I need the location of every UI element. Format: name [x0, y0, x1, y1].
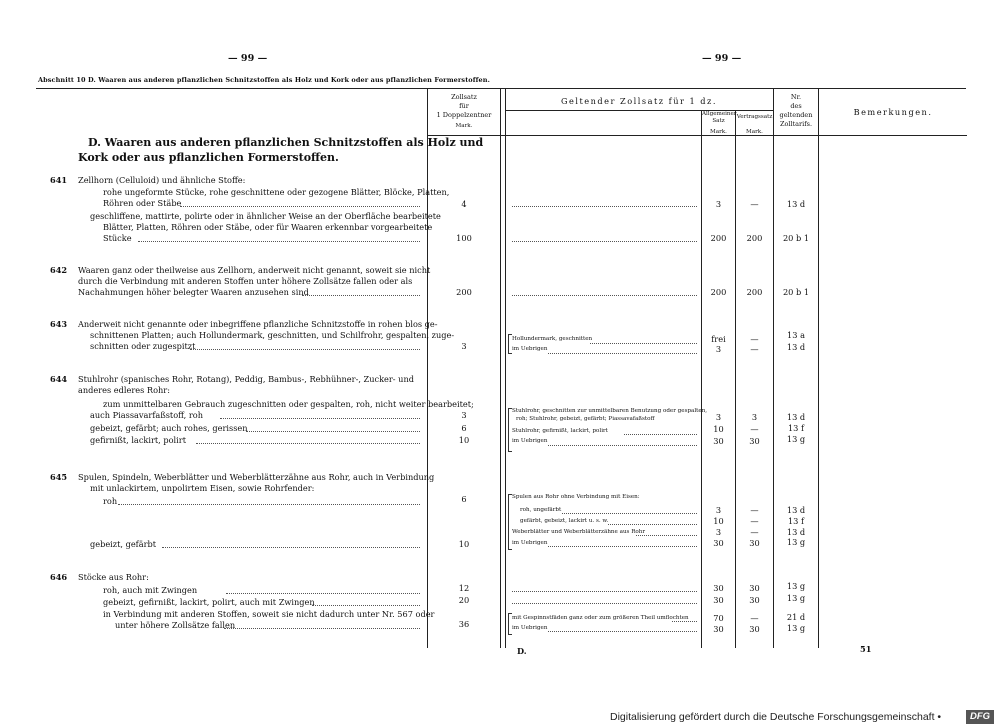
header-top-rule: [36, 88, 966, 89]
allg-646-2: 30: [713, 595, 724, 605]
vertrag-646-2: 30: [749, 595, 760, 605]
tarif-645-4: 13 g: [786, 537, 806, 547]
gelt-645-2: roh, ungefärbt: [520, 507, 562, 513]
entry-643-line1: Anderweit nicht genannte oder inbegriffene pflanzliche Schnitzstoffe in rohen blos ge-: [78, 319, 438, 329]
vertrag-643-2: —: [750, 344, 759, 354]
tarif-641-1: 13 d: [786, 199, 806, 209]
gelt-644-4: im Uebrigen: [512, 438, 548, 444]
entry-642-line1: Waaren ganz oder theilweise aus Zellhorn, anderweit nicht genannt, soweit sie nicht: [78, 265, 431, 275]
col-bemerkungen-header: Bemerkungen.: [853, 107, 933, 117]
col-vertrag-header: Vertragssatz Mark.: [736, 114, 773, 135]
entry-644-line2: anderes edleres Rohr:: [78, 385, 170, 395]
col-geltender-header: Geltender Zollsatz für 1 dz.: [561, 96, 717, 106]
zollsatz-644-1: 3: [461, 410, 467, 420]
vertrag-644-3: 30: [749, 436, 760, 446]
allg-646-3: 70: [713, 613, 724, 623]
gelt-644-3: Stuhlrohr, gefirnißt, lackirt, polirt: [512, 428, 608, 434]
col-allgemeiner-header: Allgemeiner Satz Mark.: [702, 111, 737, 135]
tarif-642: 20 b 1: [782, 287, 810, 297]
entry-641-line5: Blätter, Platten, Röhren oder Stäbe, oder für Waaren erkennbar vorgearbeitete: [103, 222, 433, 232]
entry-645-line4: gebeizt, gefärbt: [90, 539, 157, 549]
entry-642-line3: Nachahmungen höher belegter Waaren anzusehen sind: [78, 287, 309, 297]
gelt-645-4: Weberblätter und Weberblätterzähne aus Rohr: [512, 529, 646, 535]
vertrag-641-2: 200: [746, 233, 763, 243]
entry-644-line1: Stuhlrohr (spanisches Rohr, Rotang), Peddig, Bambus-, Rebhühner-, Zucker- und: [78, 374, 414, 384]
entry-644-line3: zum unmittelbaren Gebrauch zugeschnitten oder gespalten, roh, nicht weiter bearbeitet;: [103, 399, 474, 409]
allg-644-3: 30: [713, 436, 724, 446]
allg-644-2: 10: [713, 424, 724, 434]
gelt-644-1: Stuhlrohr, geschnitten zur unmittelbaren Benutzung oder gespalten,: [512, 408, 708, 414]
divider-allgemeiner: [701, 110, 702, 648]
allg-646-1: 30: [713, 583, 724, 593]
entry-645-line3: roh: [103, 496, 118, 506]
entry-641-line2: rohe ungeformte Stücke, rohe geschnittene oder gezogene Blätter, Blöcke, Platten,: [103, 187, 450, 197]
page-number-right: — 99 —: [702, 53, 742, 64]
entry-646-line4: in Verbindung mit anderen Stoffen, soweit sie nicht dadurch unter Nr. 567 oder: [103, 609, 435, 619]
zollsatz-641-1: 4: [461, 199, 467, 209]
vertrag-644-1: 3: [751, 412, 758, 422]
tarif-646-1: 13 g: [786, 581, 806, 591]
gelt-643-2: im Uebrigen: [512, 346, 548, 352]
entry-641-line1: Zellhorn (Celluloid) und ähnliche Stoffe:: [78, 175, 246, 185]
entry-641-line4: geschliffene, mattirte, polirte oder in ähnlicher Weise an der Oberfläche bearbeitete: [90, 211, 441, 221]
divider-zollsatz: [427, 88, 428, 648]
zollsatz-642: 200: [456, 287, 472, 297]
zollsatz-645-1: 6: [461, 494, 467, 504]
vertrag-642: 200: [746, 287, 763, 297]
allg-643-1: frei: [711, 334, 726, 344]
entry-643-line2: schnittenen Platten; auch Hollundermark, geschnitten, und Schilfrohr, gespalten, zuge-: [90, 330, 455, 340]
entry-number-643: 643: [50, 319, 68, 329]
gelt-646-2: im Uebrigen: [512, 625, 548, 631]
allg-646-4: 30: [713, 624, 724, 634]
zollsatz-644-2: 6: [461, 423, 467, 433]
allg-645-1: 3: [715, 505, 722, 515]
gelt-644-2: roh; Stuhlrohr, gebeizt, gefärbt; Piassavafaßstoff: [516, 416, 655, 422]
entry-number-642: 642: [50, 265, 68, 275]
tarif-646-2: 13 g: [786, 593, 806, 603]
gelt-643-1: Hollundermark, geschnitten: [512, 336, 593, 342]
page-number-left: — 99 —: [228, 53, 268, 64]
entry-643-line3: schnitten oder zugespitzt: [90, 341, 196, 351]
zollsatz-643: 3: [461, 341, 467, 351]
allg-642: 200: [710, 287, 727, 297]
tarif-645-3: 13 d: [786, 527, 806, 537]
vertrag-645-2: —: [750, 516, 759, 526]
entry-number-644: 644: [50, 374, 68, 384]
allg-645-3: 3: [715, 527, 722, 537]
entry-646-line1: Stöcke aus Rohr:: [78, 572, 149, 582]
vertrag-645-4: 30: [749, 538, 760, 548]
entry-646-line5: unter höhere Zollsätze fallen: [115, 620, 236, 630]
zollsatz-646-1: 12: [458, 583, 470, 593]
entry-646-line3: gebeizt, gefirnißt, lackirt, polirt, auch mit Zwingen: [103, 597, 315, 607]
entry-641-line3: Röhren oder Stäbe: [103, 198, 182, 208]
vertrag-646-4: 30: [749, 624, 760, 634]
gelt-646-1: mit Gespinnstfäden ganz oder zum größeren Theil umflochten: [512, 615, 689, 621]
allg-641-1: 3: [715, 199, 722, 209]
entry-644-line5: gebeizt, gefärbt; auch rohes, gerissen: [90, 423, 248, 433]
zollsatz-644-3: 10: [458, 435, 470, 445]
entry-number-646: 646: [50, 572, 68, 582]
entry-642-line2: durch die Verbindung mit anderen Stoffen unter höhere Zollsätze fallen oder als: [78, 276, 413, 286]
vertrag-645-3: —: [750, 527, 759, 537]
vertrag-645-1: —: [750, 505, 759, 515]
tarif-646-3: 21 d: [786, 612, 806, 622]
tarif-645-2: 13 f: [787, 516, 805, 526]
zollsatz-646-3: 36: [458, 619, 470, 629]
entry-644-line6: gefirnißt, lackirt, polirt: [90, 435, 187, 445]
divider-nr: [773, 88, 774, 648]
zollsatz-646-2: 20: [458, 595, 470, 605]
footer-signature-left: D.: [517, 646, 527, 656]
allg-643-2: 3: [715, 344, 722, 354]
tarif-641-2: 20 b 1: [782, 233, 810, 243]
col-nr-header: Nr. des geltenden Zolltarifs.: [779, 93, 813, 128]
vertrag-641-1: —: [750, 199, 759, 209]
tarif-645-1: 13 d: [786, 505, 806, 515]
section-header: Abschnitt 10 D. Waaren aus anderen pflanzlichen Schnitzstoffen als Holz und Kork oder aus pflanzlichen Formerstoffen.: [38, 76, 490, 84]
divider-center-2: [505, 88, 506, 648]
entry-number-645: 645: [50, 472, 68, 482]
vertrag-644-2: —: [750, 424, 759, 434]
allg-641-2: 200: [710, 233, 727, 243]
zollsatz-645-2: 10: [458, 539, 470, 549]
tarif-644-2: 13 f: [787, 423, 805, 433]
dfg-logo: DFG: [966, 710, 994, 724]
entry-644-line4: auch Piassavarfaßstoff, roh: [90, 410, 203, 420]
tarif-643-2: 13 d: [786, 342, 806, 352]
entry-646-line2: roh, auch mit Zwingen: [103, 585, 198, 595]
section-title-line2: Kork oder aus pflanzlichen Formerstoffen.: [78, 151, 339, 164]
dfg-notice: Digitalisierung gefördert durch die Deutsche Forschungsgemeinschaft •: [610, 711, 942, 723]
vertrag-643-1: —: [750, 334, 759, 344]
header-bottom-rule: [427, 135, 967, 136]
tarif-646-4: 13 g: [786, 623, 806, 633]
zollsatz-641-2: 100: [456, 233, 472, 243]
entry-number-641: 641: [50, 175, 68, 185]
gelt-645-5: im Uebrigen: [512, 540, 548, 546]
allg-645-4: 30: [713, 538, 724, 548]
entry-641-line6: Stücke: [103, 233, 132, 243]
gelt-645-1: Spulen aus Rohr ohne Verbindung mit Eisen:: [512, 494, 640, 500]
section-title-line1: D. Waaren aus anderen pflanzlichen Schnitzstoffen als Holz und: [88, 136, 484, 149]
divider-center: [500, 88, 501, 648]
divider-bemerkungen: [818, 88, 819, 648]
entry-645-line2: mit unlackirtem, unpolirtem Eisen, sowie Rohrfender:: [90, 483, 315, 493]
footer-signature-right: 51: [860, 644, 872, 654]
vertrag-646-3: —: [750, 613, 759, 623]
tarif-644-3: 13 g: [786, 434, 806, 444]
col-zollsatz-header: Zollsatz für 1 Doppelzentner Mark.: [436, 93, 492, 129]
allg-644-1: 3: [715, 412, 722, 422]
divider-vertrag: [735, 110, 736, 648]
vertrag-646-1: 30: [749, 583, 760, 593]
tarif-643-1: 13 a: [787, 330, 805, 340]
entry-645-line1: Spulen, Spindeln, Weberblätter und Weberblätterzähne aus Rohr, auch in Verbindung: [78, 472, 435, 482]
tarif-644-1: 13 d: [786, 412, 806, 422]
allg-645-2: 10: [713, 516, 724, 526]
gelt-645-3: gefärbt, gebeizt, lackirt u. s. w.: [520, 518, 609, 524]
